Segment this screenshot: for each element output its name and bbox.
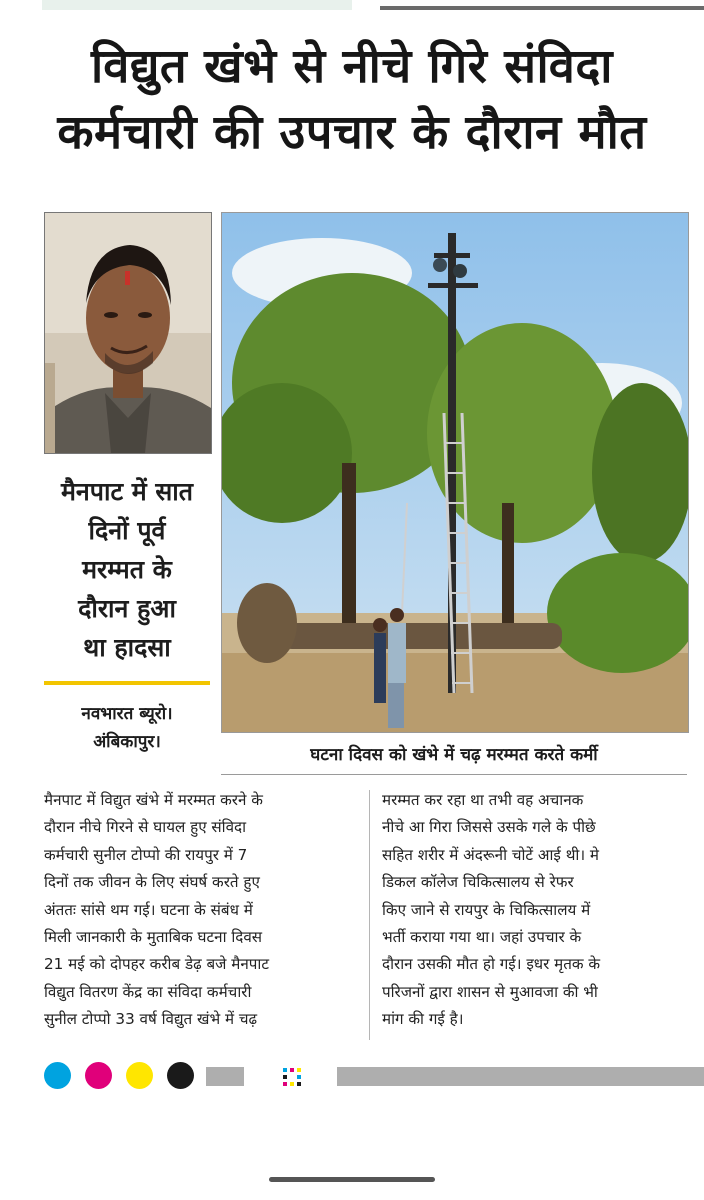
portrait-image — [45, 213, 211, 453]
yellow-divider — [44, 681, 210, 685]
body-line: 21 मई को दोपहर करीब डेढ़ बजे मैनपाट — [44, 955, 269, 974]
registration-dot-black — [167, 1062, 194, 1089]
body-column-2 — [382, 787, 687, 1034]
body-line: मिली जानकारी के मुताबिक घटना दिवस — [44, 928, 263, 947]
body-line: मरम्मत कर रहा था तभी वह अचानक — [382, 791, 584, 809]
body-line: दिनों तक जीवन के लिए संघर्ष करते हुए — [44, 873, 260, 892]
body-line: सुनील टोप्पो 33 वर्ष विद्युत खंभे में चढ़ — [44, 1010, 258, 1029]
body-line: नीचे आ गिरा जिससे उसके गले के पीछे — [382, 818, 596, 837]
body-column-1 — [44, 787, 358, 1034]
top-color-strip — [42, 0, 352, 10]
body-line: कर्मचारी सुनील टोप्पो की रायपुर में 7 — [44, 845, 248, 864]
byline-location: अंबिकापुर। — [93, 732, 161, 752]
byline — [44, 700, 210, 756]
headline-line-1: विद्युत खंभे से नीचे गिरे संविदा — [91, 39, 613, 94]
body-line: परिजनों द्वारा शासन से मुआवजा की भी — [382, 982, 598, 1001]
registration-gray-bar-right — [337, 1067, 704, 1086]
registration-dot-magenta — [85, 1062, 112, 1089]
body-line: किए जाने से रायपुर के चिकित्सालय में — [382, 900, 591, 919]
registration-dot-yellow — [126, 1062, 153, 1089]
registration-grid-icon — [283, 1068, 301, 1086]
body-line: डिकल कॉलेज चिकित्सालय से रेफर — [382, 873, 574, 892]
caption-rule — [221, 774, 687, 775]
byline-bureau: नवभारत ब्यूरो। — [81, 704, 173, 724]
registration-dot-cyan — [44, 1062, 71, 1089]
body-line: भर्ती कराया गया था। जहां उपचार के — [382, 928, 582, 947]
body-line: विद्युत वितरण केंद्र का संविदा कर्मचारी — [44, 982, 252, 1001]
news-photo-image — [222, 213, 688, 732]
body-line: मैनपाट में विद्युत खंभे में मरम्मत करने के — [44, 791, 263, 809]
registration-gray-bar-left — [206, 1067, 244, 1086]
body-line: सहित शरीर में अंदरूनी चोटें आई थी। मे — [382, 845, 600, 864]
column-divider — [369, 790, 370, 1040]
headline — [20, 34, 684, 166]
photo-caption: घटना दिवस को खंभे में चढ़ मरम्मत करते कर्मी — [310, 745, 598, 765]
body-line: दौरान उसकी मौत हो गई। इधर मृतक के — [382, 955, 601, 974]
subheadline — [44, 472, 210, 667]
body-line: दौरान नीचे गिरने से घायल हुए संविदा — [44, 818, 247, 837]
home-indicator[interactable] — [269, 1177, 435, 1182]
body-line: मांग की गई है। — [382, 1010, 464, 1029]
headline-line-2: कर्मचारी की उपचार के दौरान मौत — [57, 105, 647, 160]
body-line: अंततः सांसे थम गई। घटना के संबंध में — [44, 900, 253, 919]
subhead-line-4: दौरान हुआ — [78, 594, 176, 623]
subhead-line-3: मरम्मत के — [82, 555, 172, 584]
top-rule — [380, 6, 704, 10]
victim-portrait — [44, 212, 212, 454]
subhead-line-2: दिनों पूर्व — [88, 516, 166, 545]
subhead-line-1: मैनपाट में सात — [60, 477, 194, 506]
subhead-line-5: था हादसा — [83, 633, 171, 662]
news-photo — [221, 212, 689, 733]
